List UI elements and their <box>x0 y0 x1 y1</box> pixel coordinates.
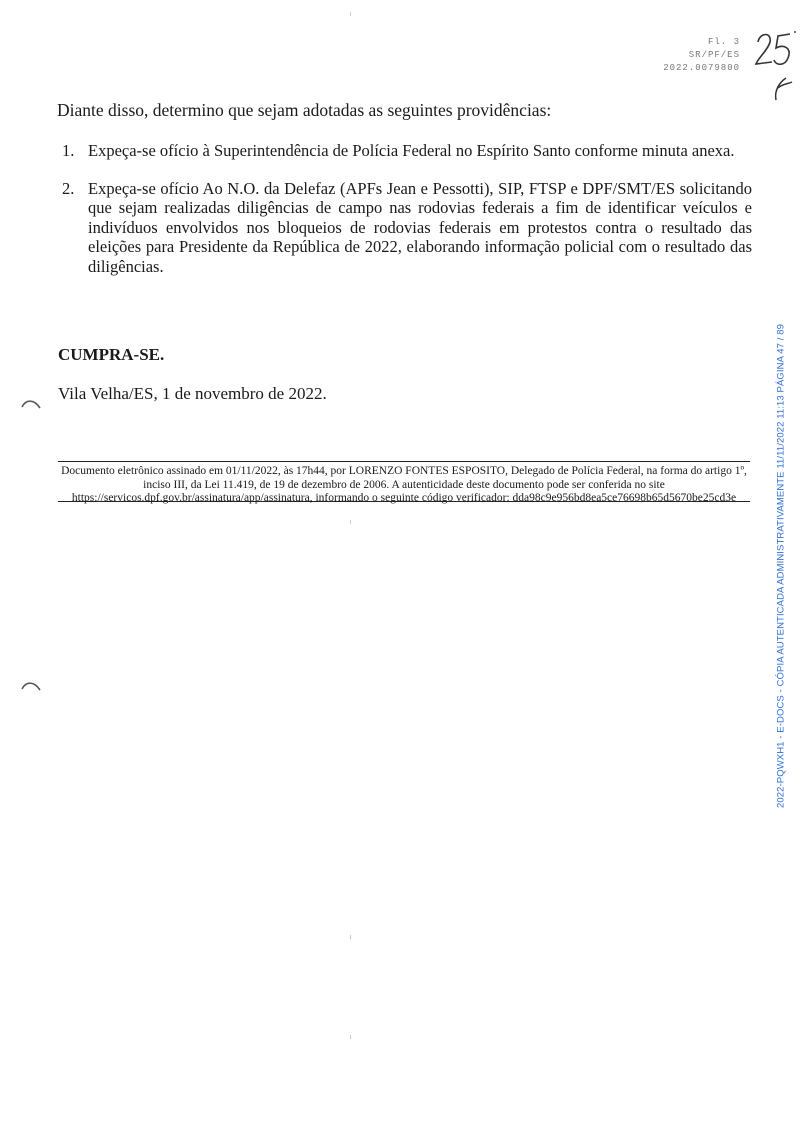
divider-bottom <box>58 501 750 502</box>
list-item-text: Expeça-se ofício à Superintendência de Polícia Federal no Espírito Santo conforme minuta anexa. <box>88 141 735 160</box>
intro-paragraph: Diante disso, determino que sejam adotadas as seguintes providências: <box>57 100 552 120</box>
punch-hole-icon <box>20 397 42 411</box>
measures-list <box>62 141 752 294</box>
list-item <box>62 179 752 277</box>
protocol-stamp <box>663 36 740 75</box>
scan-artifact <box>350 12 351 16</box>
list-item-number: 2. <box>62 178 75 198</box>
punch-hole-icon <box>20 679 42 693</box>
stamp-folio: Fl. 3 <box>707 37 740 47</box>
authentication-side-stamp: 2022-PQWXH1 - E-DOCS - CÓPIA AUTENTICADA ADMINISTRATIVAMENTE 11/11/2022 11:13 PÁGINA 47 / 89 <box>775 323 787 809</box>
scan-artifact <box>350 1035 351 1039</box>
divider-top <box>58 461 750 462</box>
list-item <box>62 141 752 161</box>
place-and-date: Vila Velha/ES, 1 de novembro de 2022. <box>58 384 327 403</box>
handwritten-mark-icon <box>752 26 800 106</box>
stamp-unit: SR/PF/ES <box>688 50 740 60</box>
scan-artifact <box>350 520 351 524</box>
scan-artifact <box>350 935 351 939</box>
electronic-signature-note: Documento eletrônico assinado em 01/11/2022, às 17h44, por LORENZO FONTES ESPOSITO, Delegado de Polícia Federal, na forma do artigo 1º, inciso III, da Lei 11.419, de 19 de dezembro de 2006. A autenticidade deste documento pode ser conferida no site https://servicos.dpf.gov.br/assinatura/app/assinatura, informando o seguinte código verificador: dda98c9e956bd8ea5ce76698b65d5670be25cd3e <box>61 465 747 504</box>
handwritten-page-number <box>752 26 800 106</box>
stamp-process-number: 2022.0079800 <box>663 63 740 73</box>
list-item-number: 1. <box>62 141 75 160</box>
list-item-text: Expeça-se ofício Ao N.O. da Delefaz (APFs Jean e Pessotti), SIP, FTSP e DPF/SMT/ES solicitando que sejam realizadas diligências de campo nas rodovias federais a fim de identificar veículos e indivíduos envolvidos nos bloqueios de rodovias federais em protestos contra o resultado das eleições para Presidente da República de 2022, elaborando informação policial com o resultado das diligências. <box>88 178 752 276</box>
closing-order: CUMPRA-SE. <box>58 345 165 364</box>
